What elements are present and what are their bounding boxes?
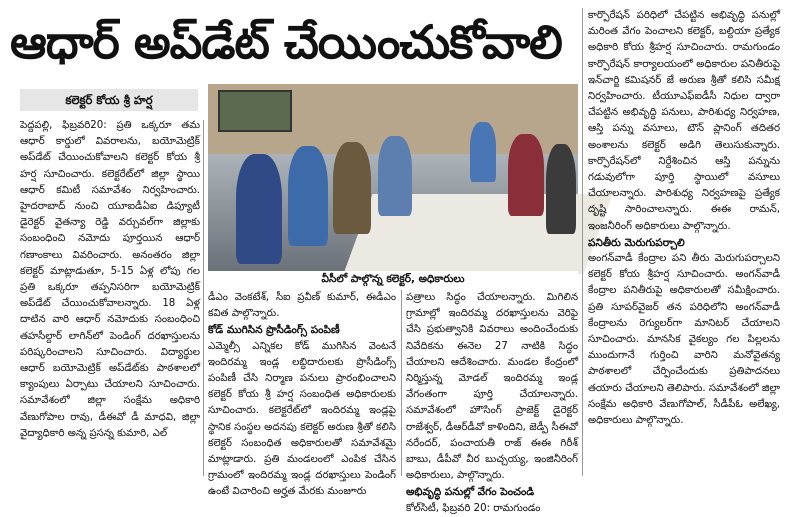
column-2-bottom-text: ఎమ్మెల్సీ ఎన్నికల కోడ్ ముగిసిన వెంటనే ఇందిరమ్మ ఇండ్ల లబ్ధిదారులకు ప్రొసీడింగ్స్ పంపిణీ చేసి నిర్మాణ పనులు ప్రారంభించాలని కలెక్టర్ కోయ శ్రీ హర్ష సంబంధిత అధికారులకు సూచించారు. కలెక్టరేట్‌లో ఇందిరమ్మ ఇండ్లపై స్థానిక సంస్థల అదనపు కలెక్టర్ అరుణ శ్రీతో కలిసి కలెక్టర్ సంబంధిత అధికారులతో సమావేశమై మాట్లాడారు. ప్రతి మండలంలో ఎంపిక చేసిన గ్రామంలో ఇందిరమ్మ ఇండ్ల దరఖాస్తులు పెండింగ్ ఉంటే విచారించి అర్హత మేరకు మంజూరు (208, 340, 396, 498)
column-2-top-text: డీఎం వెంకటేశ్, సీఐ ప్రవీణ్ కుమార్, ఈడీఎం కవిత పాల్గొన్నారు. (208, 292, 396, 320)
photo-person (546, 144, 576, 234)
column-divider (401, 290, 402, 476)
column-3-top-text: పత్రాలు సిద్ధం చేయాలన్నారు. మిగిలిన గ్రామాల్లో ఇందిరమ్మ దరఖాస్తులను వెరిఫై చేసి ప్రభుత్వానికి వివరాలు అందించేందుకు నివేదికను ఈనెల 27 నాటికి సిద్ధం చేయాలని ఆదేశించారు. మండల కేంద్రంలో నిర్మిస్తున్న మోడల్ ఇందిరమ్మ ఇండ్ల వేగంతంగా పూర్తి చేయాలన్నారు. సమావేశంలో హౌసింగ్ ప్రాజెక్ట్ డైరెక్టర్ రాజేశ్వర్, డీఆర్‌డీవో కాళిందిని, జెడ్పీ సీఈవో నరేందర్, పంచాయతీ రాజ్ ఈఈ గిరీశ్ బాబు, డీపీవో వీర బుచ్చయ్య, ఇంజినీరింగ్ అధికారులు, పాల్గొన్నారు. (406, 292, 578, 482)
photo-person (236, 154, 282, 264)
article-column-2 (208, 290, 396, 498)
meeting-photo (208, 84, 578, 271)
column-4-top-text: కార్పొరేషన్ పరిధిలో చేపట్టిన అభివృద్ధి పనుల్లో మరింత వేగం పెంచాలని కలెక్టర్, బల్దియా ప్రత్యేక అధికారి కోయ శ్రీహర్ష సూచించారు. రామగుండం కార్పొరేషన్ కార్యాలయంలో అధికారుల పనితీరుపై ఇన్‌చార్జి కమిషనర్ జే అరుణ శ్రీతో కలిసి సమీక్ష నిర్వహించారు. టీయూఎఫ్‌ఐడీసీ నిధుల ద్వారా చేపట్టిన అభివృద్ధి పనులు, పారిశుధ్య నిర్వహణ, ఆస్తి పన్ను వసూలు, టౌన్ ప్లానింగ్ తదితర అంశాలను కలెక్టర్ అడిగి తెలుసుకున్నారు. కార్పొరేషన్‌లో నిర్దేశించిన ఆస్తి పన్నును గడువులోగా పూర్తి స్థాయిలో వసూలు చేయాలన్నారు. పారిశుధ్య నిర్వహణపై ప్రత్యేక దృష్టి సారించాలన్నారు. ఈఈ రామన్, ఇంజనీరింగ్ అధికారులు పాల్గొన్నారు. (588, 10, 780, 232)
photo-person (378, 136, 412, 216)
photo-caption: వీసీలో పాల్గొన్న కలెక్టర్, అధికారులు (208, 271, 578, 288)
column-3-bottom-text: కోల్‌సిటీ, ఫిబ్రవరి 20: రామగుండం (406, 502, 541, 514)
column-divider (582, 8, 583, 476)
column-1-text: పెద్దపల్లి, ఫిబ్రవరి20: ప్రతి ఒక్కరూ తమ ఆధార్ కార్డులో వివరాలను, బయోమెట్రిక్ అప్‌డేట్ చేయించుకోవాలని కలెక్టర్ కోయ శ్రీ హర్ష సూచించారు. కలెక్టరేట్‌లో జిల్లా స్థాయి ఆధార్ కమిటీ సమావేశం నిర్వహించారు. హైదరాబాద్ నుంచి యూఐడీఏఐ డిప్యూటీ డైరెక్టర్ వైతన్యా రెడ్డి వర్చువల్‌గా జిల్లాకు సంబంధించి నమోదు పూర్తయిన ఆధార్ గణాంకాలు వివరించారు. అనంతరం జిల్లా కలెక్టర్ మాట్లాడుతూ, 5-15 ఏళ్ల లోపు గల ప్రతి ఒక్కరూ తప్పనిసరిగా బయోమెట్రిక్ అప్‌డేట్ చేయించుకోవాలన్నారు. 18 ఏళ్ల దాటిన వారి ఆధార్ నమోదుకు సంబంధించి తహసీల్దార్ లాగిన్‌లో పెండింగ్ దరఖాస్తులను పరిష్కరించాలని సూచించారు. విద్యార్థుల ఆధార్ బయోమెట్రిక్ అప్‌డేట్‌కు పాఠశాలలో క్యాంపులు ఏర్పాటు చేయాలని సూచించారు. సమావేశంలో జిల్లా సంక్షేమ అధికారి వేణుగోపాల రావు, డీఈవో డీ మాధవి, జిల్లా వైద్యాధికారి అన్న ప్రసన్న కుమారి, ఎల్ (20, 120, 200, 439)
photo-person (288, 146, 328, 246)
column-2-subhead: కోడ్ ముగిసిన ప్రొసీడింగ్స్ పంపిణీ (208, 324, 340, 337)
photo-person (508, 134, 544, 216)
column-3-subhead: అభివృద్ధి పనుల్లో వేగం పెంచండి (406, 486, 535, 499)
photo-screen (218, 90, 292, 132)
headline: ఆధార్ అప్‌డేట్ చేయించుకోవాలి (10, 15, 562, 69)
article-column-1 (20, 118, 200, 476)
photo-person (333, 142, 371, 234)
byline: కలెక్టర్ కోయ శ్రీ హర్ష (20, 89, 198, 111)
article-column-3 (406, 290, 578, 514)
article-column-4 (588, 8, 780, 476)
column-4-subhead: పనితీరు మెరుగుపర్చాలి (588, 236, 685, 249)
column-divider (203, 120, 204, 476)
photo-person (470, 122, 496, 182)
column-4-bottom-text: అంగన్‌వాడీ కేంద్రాల పని తీరు మెరుగుపర్చాలని కలెక్టర్ కోయ శ్రీహర్ష సూచించారు. అంగన్‌వాడీ కేంద్రాల పనితీరుపై అధికారులతో సమీక్షించారు. ప్రతి సూపర్‌వైజర్ తన పరిధిలోని అంగన్‌వాడీ కేంద్రాలను రెగ్యులర్‌గా మానిటర్ చేయాలని సూచించారు. మానసిక వైకల్యం గల పిల్లలను ముందుగానే గుర్తించి వారిని మనోవైతన్య పాఠశాలలో చేర్పించేందుకు ప్రతిపాదనలు తయారు చేయాలని తెలిపారు. సమావేశంలో జిల్లా సంక్షేమ అధికారి వేణుగోపాల్, సీడీపీఓ అలేఖ్య, అధికారులు పాల్గొన్నారు. (588, 253, 780, 427)
